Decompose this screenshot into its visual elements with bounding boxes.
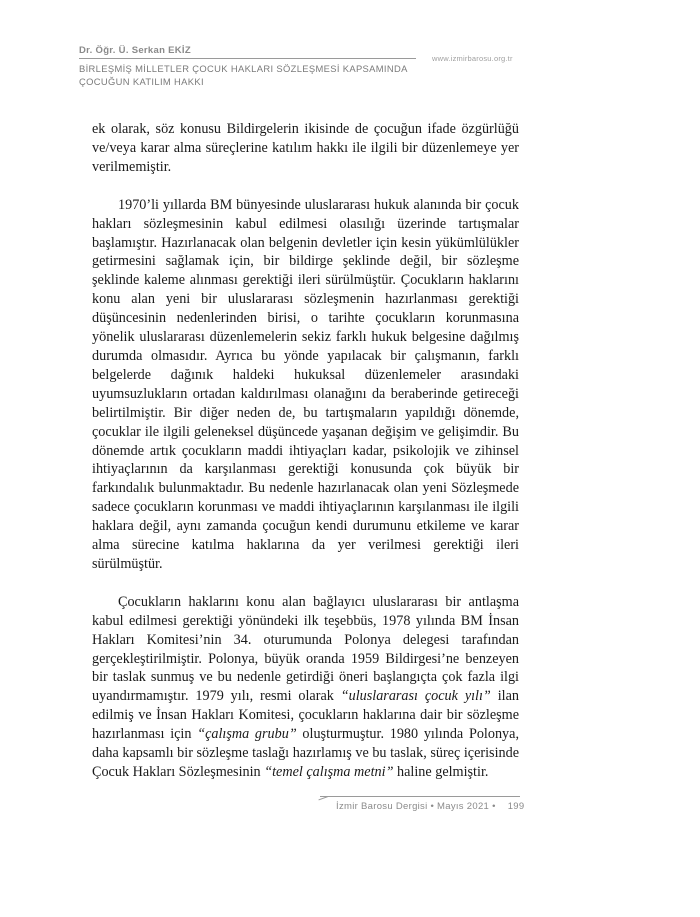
header-title-line-1: BİRLEŞMİŞ MİLLETLER ÇOCUK HAKLARI SÖZLEŞMESİ KAPSAMINDA xyxy=(79,63,408,74)
paragraph-1: ek olarak, söz konusu Bildirgelerin ikisinde de çocuğun ifade özgürlüğü ve/veya karar alma süreçlerine katılım hakkı ile ilgili bir düzenlemeye yer verilmemiştir. xyxy=(92,121,519,175)
footer-journal: İzmir Barosu Dergisi • Mayıs 2021 • xyxy=(336,801,496,812)
paragraph-3 xyxy=(92,593,519,782)
paragraph-2: 1970’li yıllarda BM bünyesinde uluslararası hukuk alanında bir çocuk hakları sözleşmesinin kabul edilmesi olasılığı üzerinde tartışmalar başlamıştır. Hazırlanacak olan belgenin devletler için kesin yükümlülükler getirmesini sağlamak için, bir bildirge şeklinde değil, bir sözleşme şeklinde kaleme alınması gerektiği ileri sürülmüştür. Çocukların haklarını konu alan yeni bir uluslararası sözleşmenin hazırlanması gerektiği düşüncesinin nedenlerinden birisi, o tarihte çocukların korunmasına yönelik uluslararası düzenlemelerin sekiz farklı hukuk belgesine dağılmış durumda olmasıdır. Ayrıca bu yönde yapılacak bir çalışmanın, farklı belgelerde dağınık haldeki hukuksal düzenlemeler arasındaki uyumsuzlukların ortadan kaldırılması olanağını da beraberinde getireceği belirtilmiştir. Bir diğer neden de, bu tartışmaların yapıldığı dönemde, çocuklar ile ilgili geleneksel düşüncede yaşanan değişim ve gelişimdir. Bu dönemde artık çocukların maddi ihtiyaçları kadar, psikolojik ve zihinsel ihtiyaçlarının da karşılanması gerektiği konusunda çok büyük bir farkındalık bulunmaktadır. Bu nedenle hazırlanacak olan yeni Sözleşmede sadece çocukların korunması ve maddi ihtiyaçlarının karşılanması ile ilgili haklara değil, aynı zamanda çocuğun kendi durumunu etkileme ve karar alma sürecine katılma haklarına da yer verilmesi gerektiği ileri sürülmüştür. xyxy=(92,196,519,572)
header-author: Dr. Öğr. Ü. Serkan EKİZ xyxy=(79,45,191,56)
footer xyxy=(336,801,524,812)
body-text xyxy=(92,120,519,782)
page-number: 199 xyxy=(507,801,525,812)
paragraph-3-emphasis-2: “çalışma grubu” xyxy=(197,726,297,743)
header-url[interactable]: www.izmirbarosu.org.tr xyxy=(432,54,513,63)
paragraph-3-text-a: Çocukların haklarını konu alan bağlayıcı uluslararası bir antlaşma kabul edilmesi gerektiği yönündeki ilk teşebbüs, 1978 yılında BM İnsan Hakları Komitesi’nin 34. oturumunda Polonya delegesi tarafından gerçekleştirilmiştir. Polonya, büyük oranda 1959 Bildirgesi’ne benzeyen bir taslak sunmuş ve bu nedenle getirdiği öneri başlangıçta çok fazla ilgi uyandırmamıştır. 1979 yılı, resmi olarak xyxy=(92,593,519,705)
paragraph-3-text-c: oluşturmuştur. 1980 yılında Polonya, daha kapsamlı bir sözleşme taslağı hazırlamış ve bu taslak, süreç içerisinde Çocuk Hakları Sözleşmesinin xyxy=(92,726,519,780)
header-rule xyxy=(79,58,416,59)
header-title-line-2: ÇOCUĞUN KATILIM HAKKI xyxy=(79,75,204,87)
paragraph-3-emphasis-3: “temel çalışma metni” xyxy=(264,764,394,780)
header-article-title xyxy=(79,63,449,88)
paragraph-3-emphasis-1: “uluslararası çocuk yılı” xyxy=(340,688,491,705)
footer-rule xyxy=(320,796,520,797)
paragraph-3-text-d: haline gelmiştir. xyxy=(393,764,489,780)
paragraph-3-text-b: ilan edilmiş ve İnsan Hakları Komitesi, çocukların haklarına dair bir sözleşme hazırlanması için xyxy=(92,688,519,743)
